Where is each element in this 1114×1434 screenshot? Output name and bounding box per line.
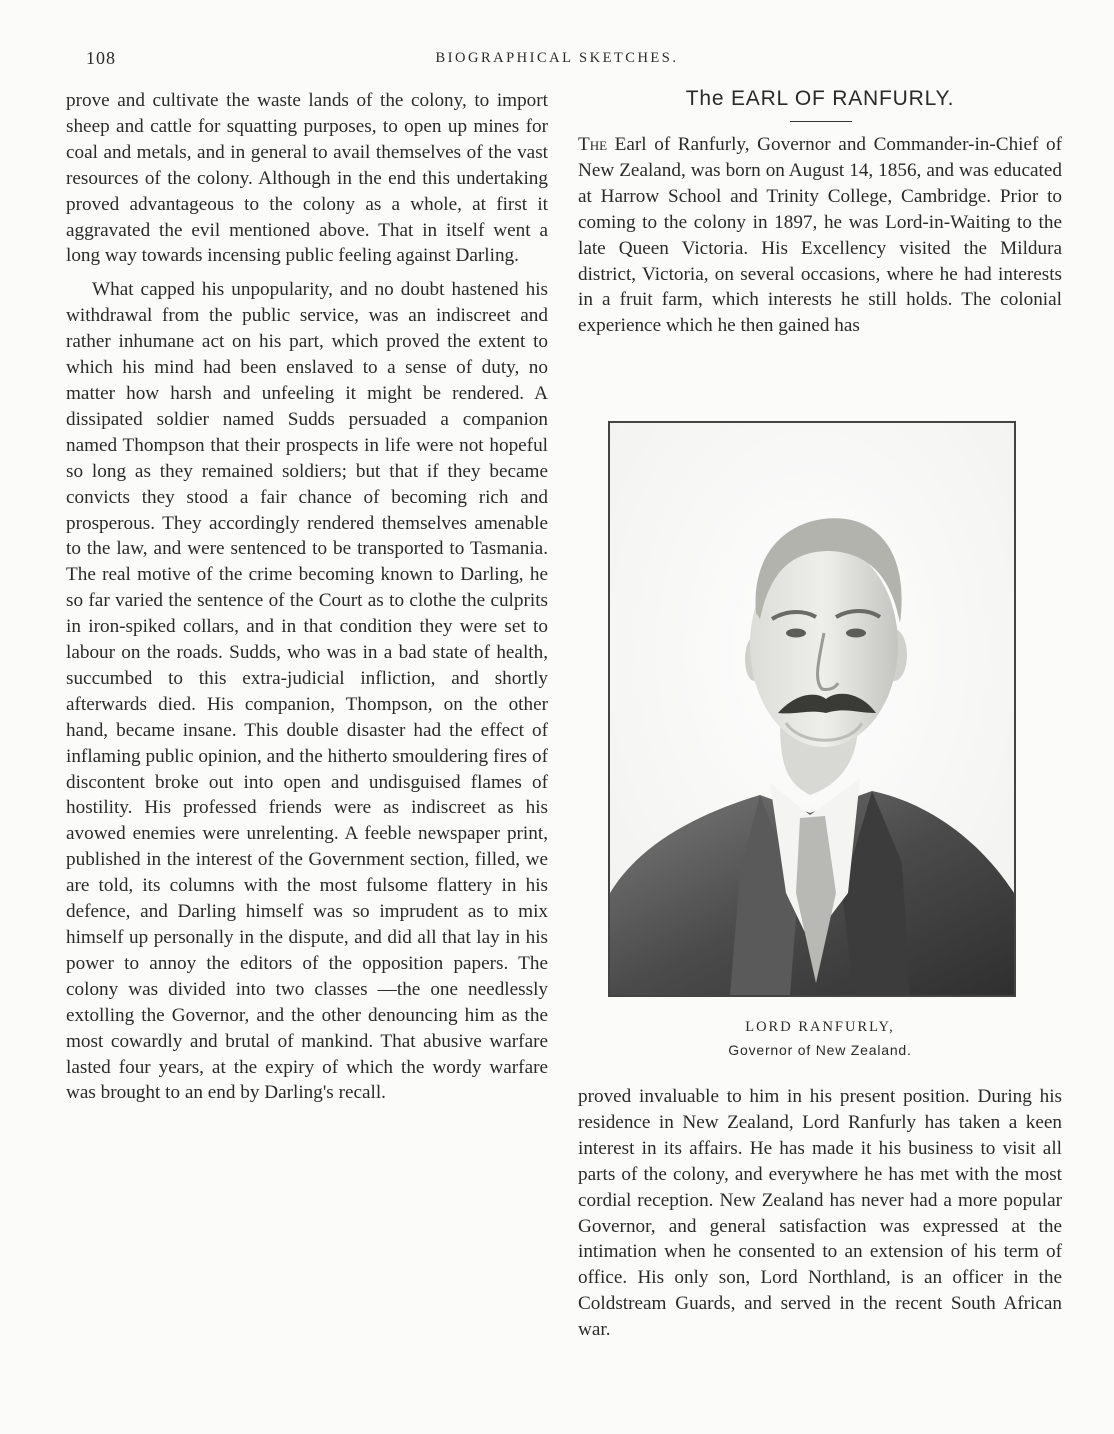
article-paragraph-2: proved invaluable to him in his present position. During his residence in New Zealand, Lord Ranfurly has taken a keen interest in its affairs. He has made it his business to visit all parts of the colony, and everywhere he has met with the most cordial reception. New Zealand has never had a more popular Governor, and general satisfaction was expressed at the intimation when he consented to an extension of his term of office. His only son, Lord Northland, is an officer in the Coldstream Guards, and served in the recent South African war. [578, 1086, 1062, 1341]
left-paragraph-1: prove and cultivate the waste lands of the colony, to import sheep and cattle for squatting purposes, to open up mines for coal and metals, and in general to avail themselves of the vast resources of the colony. Although in the end this undertaking proved advantageous to the colony as a whole, at first it aggravated the evil mentioned above. That in itself went a long way towards incensing public feeling against Darling. [66, 90, 548, 267]
title-rule [790, 121, 852, 122]
photo-caption-subtitle: Governor of New Zealand. [728, 1042, 912, 1058]
running-head: BIOGRAPHICAL SKETCHES. [435, 50, 679, 66]
left-paragraph-2: What capped his unpopularity, and no doubt hastened his withdrawal from the public service, was an indiscreet and rather inhumane act on his part, which proved the extent to which his mind had been enslaved to a sense of duty, no matter how harsh and unfeeling it might be rendered. A dissipated soldier named Sudds persuaded a companion named Thompson that their prospects in life were not hopeful so long as they remained soldiers; but that if they became convicts they stood a fair chance of becoming rich and prosperous. They accordingly rendered themselves amenable to the law, and were sentenced to be transported to Tasmania. The real motive of the crime becoming known to Darling, he so far varied the sentence of the Court as to clothe the culprits in iron-spiked collars, and in that condition they were set to labour on the roads. Sudds, who was in a bad state of health, succumbed to this extra-judicial infliction, and shortly afterwards died. His companion, Thompson, on the other hand, became insane. This double disaster had the effect of inflaming public opinion, and the hitherto smouldering fires of discontent broke out into open and undisguised flames of hostility. His professed friends were as indiscreet as his avowed enemies were unrelenting. A feeble newspaper print, published in the interest of the Government section, filled, we are told, its columns with the most fulsome flattery in his defence, and Darling himself was so imprudent as to mix himself up personally in the dispute, and did all that lay in his power to annoy the editors of the opposition papers. The colony was divided into two classes —the one needlessly extolling the Governor, and the other denouncing him as the most cowardly and brutal of mankind. That abusive warfare lasted four years, at the expiry of which the wordy warfare was brought to an end by Darling's recall. [66, 279, 548, 1104]
lead-in-word: The [578, 134, 608, 155]
article-title: The EARL OF RANFURLY. [685, 87, 955, 110]
left-column [66, 88, 548, 1106]
portrait-illustration [610, 423, 1014, 995]
page-number: 108 [86, 48, 116, 68]
article-paragraph-1 [578, 132, 1062, 339]
portrait-photo [608, 421, 1016, 997]
article-paragraph-1-text: Earl of Ranfurly, Governor and Commander-in-Chief of New Zealand, was born on August 14, 1856, and was educated at Harrow School and Trinity College, Cambridge. Prior to coming to the colony in 1897, he was Lord-in-Waiting to the late Queen Victoria. His Excellency visited the Mildura district, Victoria, on several occasions, where he had interests in a fruit farm, which interests he still holds. The colonial experience which he then gained has [578, 134, 1062, 337]
photo-caption-name: LORD RANFURLY, [745, 1019, 895, 1035]
right-column-bottom [578, 1084, 1062, 1343]
right-column-top [578, 132, 1062, 339]
